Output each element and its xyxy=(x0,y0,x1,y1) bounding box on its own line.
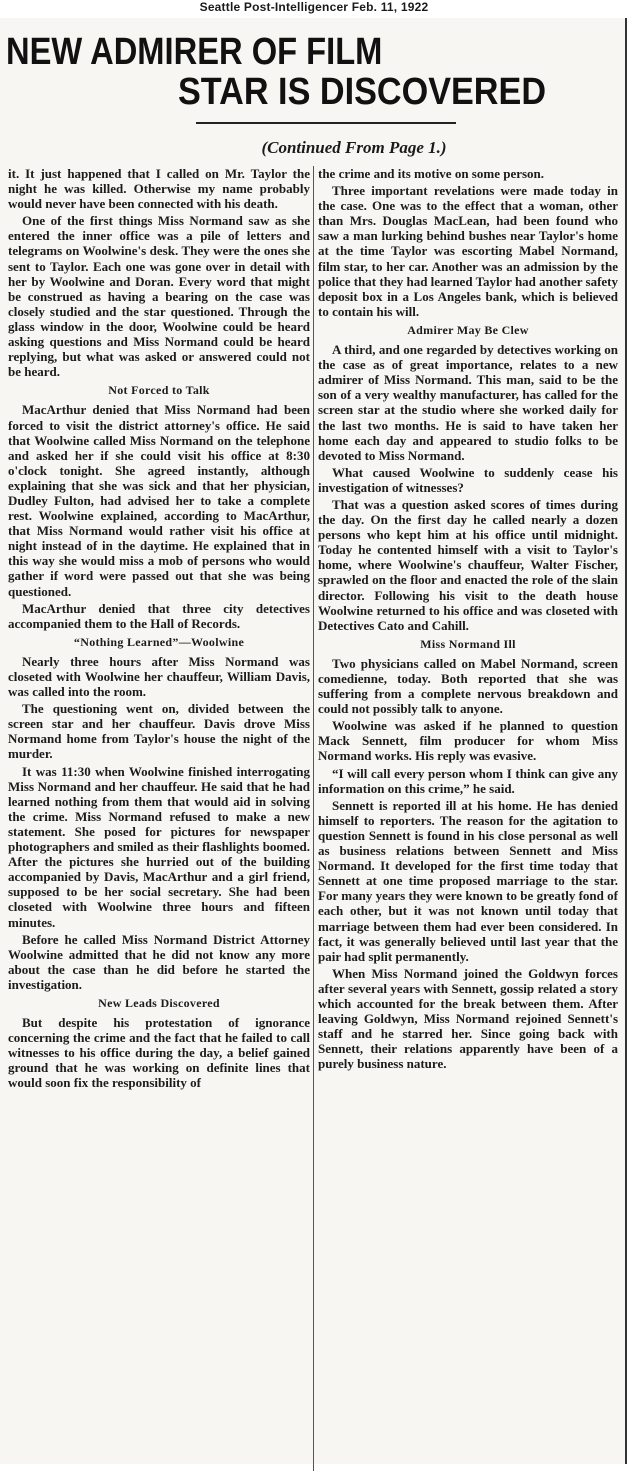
right-paragraph: That was a question asked scores of times during the day. On the first day he called nearly a dozen persons who kept him at his office until midnight. Today he contented himself with a visit to Taylor's home, where Woolwine's chauffeur, Walter Fischer, sprawled on the floor and enacted the role of the slain director. Following his visit to the death house Woolwine returned to his office and was closeted with Detectives Cato and Cahill. xyxy=(318,496,618,633)
right-paragraph: Two physicians called on Mabel Normand, screen comedienne, today. Both reported that she was suffering from a complete nervous breakdown and could not possibly talk to anyone. xyxy=(318,655,618,717)
continued-note: (Continued From Page 1.) xyxy=(261,138,447,157)
left-paragraph: The questioning went on, divided between the screen star and her chauffeur. Davis drove Miss Normand home from Taylor's house the night of the murder. xyxy=(8,701,310,762)
left-paragraph: One of the first things Miss Normand saw as she entered the inner office was a pile of letters and telegrams on Woolwine's desk. They were the ones she sent to Taylor. Each one was gone over in detail with her by Woolwine and Doran. Every word that might be construed as having a bearing on the case was closely studied and the star questioned. Through the glass window in the door, Woolwine could be heard asking questions and Miss Normand could be heard replying, but what was asked or answered could not be heard. xyxy=(8,213,310,380)
source-line: Seattle Post-Intelligencer Feb. 11, 1922 xyxy=(199,0,429,14)
right-paragraph: “I will call every person whom I think can give any information on this crime,” he said. xyxy=(318,765,618,796)
left-paragraph: Before he called Miss Normand District Attorney Woolwine admitted that he did not know any more about the case than he did before he started the investigation. xyxy=(8,931,310,992)
right-paragraph: Woolwine was asked if he planned to question Mack Sennett, film producer for whom Miss Normand works. His reply was evasive. xyxy=(318,718,618,764)
left-paragraph: But despite his protestation of ignorance concerning the crime and the fact that he failed to call witnesses to his office during the day, a belief gained ground that he was working on definite lines that would soon fix the responsibility of xyxy=(8,1015,310,1091)
headline-line-1: NEW ADMIRER OF FILM xyxy=(6,31,383,73)
left-paragraph: MacArthur denied that three city detectives accompanied them to the Hall of Records. xyxy=(8,600,310,631)
right-subhead: Miss Normand Ill xyxy=(420,636,516,651)
right-paragraph: Sennett is reported ill at his home. He has denied himself to reporters. The reason for the agitation to question Sennett is found in his close personal as well as business relations between Sennett and Miss Normand. It developed for the first time today that Sennett at one time proposed marriage to the star. For many years they were known to be greatly fond of each other, but it was not known until today that marriage between them had ever been considered. In fact, it was generally believed until last year that the pair had split permanently. xyxy=(318,797,618,964)
right-column xyxy=(318,166,618,1073)
left-column xyxy=(8,166,310,1093)
left-paragraph: it. It just happened that I called on Mr. Taylor the night he was killed. Otherwise my name probably would never have been connected with his death. xyxy=(8,166,310,212)
column-divider xyxy=(313,166,314,1471)
right-paragraph: When Miss Normand joined the Goldwyn forces after several years with Sennett, gossip related a story which accounted for the break between them. After leaving Goldwyn, Miss Normand rejoined Sennett's staff and he starred her. Since going back with Sennett, their relations apparently have been of a purely business nature. xyxy=(318,965,618,1072)
left-paragraph: It was 11:30 when Woolwine finished interrogating Miss Normand and her chauffeur. He said that he had learned nothing from them that would aid in solving the crime. Miss Normand refused to make a new statement. She posed for pictures for newspaper photographers and smiled as their flashlights boomed. After the pictures she hurried out of the building accompanied by Davis, MacArthur and a girl friend, supposed to be her social secretary. She had been closeted with Woolwine three hours and fifteen minutes. xyxy=(8,763,310,930)
right-paragraph: Three important revelations were made today in the case. One was to the effect that a woman, other than Mrs. Douglas MacLean, had been found who saw a man lurking behind bushes near Taylor's home at the time Taylor was escorting Mabel Normand, film star, to her car. Another was an admission by the police that they had learned Taylor had another safety deposit box in a Los Angeles bank, which is believed to contain his will. xyxy=(318,183,618,319)
left-subhead: New Leads Discovered xyxy=(98,995,220,1010)
newspaper-clipping xyxy=(0,18,627,1464)
left-subhead: Not Forced to Talk xyxy=(108,383,210,398)
left-paragraph: MacArthur denied that Miss Normand had been forced to visit the district attorney's office. He said that Woolwine called Miss Normand on the telephone and asked her if she could visit his office at 8:30 o'clock tonight. She agreed instantly, although explaining that she was sick and that her physician, Dudley Fulton, had advised her to take a complete rest. Woolwine explained, according to MacArthur, that Miss Normand would rather visit his office at night instead of in the daytime. He explained that in this way she would miss a mob of persons who would gather if word were passed out that she was being questioned. xyxy=(8,402,310,599)
left-paragraph: Nearly three hours after Miss Normand was closeted with Woolwine her chauffeur, William Davis, was called into the room. xyxy=(8,653,310,700)
headline-rule xyxy=(196,122,456,124)
left-subhead: “Nothing Learned”—Woolwine xyxy=(73,634,245,649)
right-paragraph: A third, and one regarded by detectives working on the case as of great importance, relates to a new admirer of Miss Normand. This man, said to be the son of a very wealthy manufacturer, has called for the screen star at the studio where she worked daily for the last two months. He is said to have taken her home each day and appeared to studio folks to be devoted to Miss Normand. xyxy=(318,342,618,463)
right-paragraph: the crime and its motive on some person. xyxy=(318,166,545,181)
right-subhead: Admirer May Be Clew xyxy=(407,322,529,337)
headline-line-2: STAR IS DISCOVERED xyxy=(178,71,547,113)
right-paragraph: What caused Woolwine to suddenly cease his investigation of witnesses? xyxy=(318,464,618,495)
